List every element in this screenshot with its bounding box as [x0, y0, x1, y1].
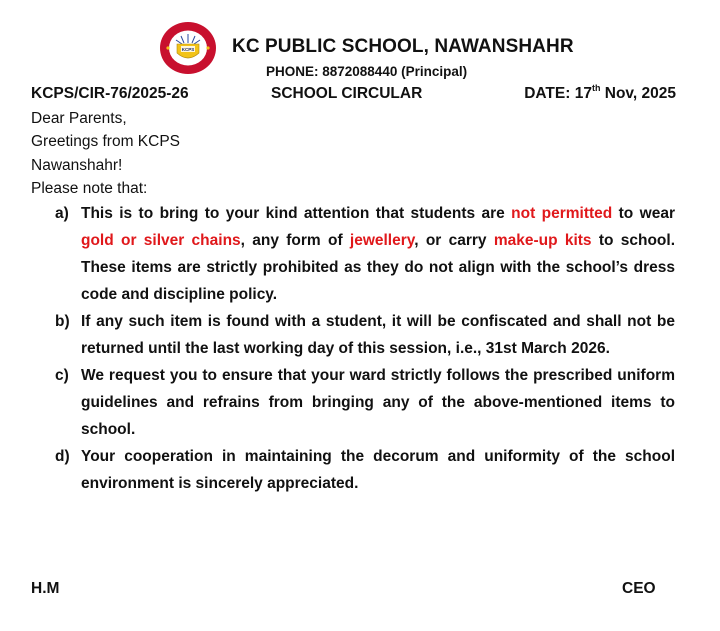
circular-date	[524, 85, 676, 103]
date-prefix: DATE: 17	[524, 85, 592, 102]
circular-point	[55, 200, 675, 308]
circular-point	[55, 308, 675, 362]
point-text: to school. These items are strictly prohibited as they do not align with the school’s dress code and discipline policy.	[81, 232, 675, 303]
salutation-block	[31, 107, 180, 200]
highlighted-text: gold or silver chains	[81, 232, 241, 249]
point-marker: d)	[55, 448, 70, 465]
circular-points-list	[55, 200, 675, 497]
point-text: to wear	[612, 205, 675, 222]
point-text: , any form of	[240, 232, 350, 249]
circular-point	[55, 362, 675, 443]
point-text: If any such item is found with a student, it will be confiscated and shall not be returned until the last working day of this session, i.e., 31st March 2026.	[81, 313, 675, 357]
circular-point	[55, 443, 675, 497]
date-superscript: th	[591, 83, 601, 93]
circular-meta-row	[31, 85, 676, 105]
school-logo	[159, 21, 217, 75]
logo-emblem-text: KCPS	[181, 47, 195, 52]
point-marker: b)	[55, 313, 70, 330]
school-name: KC PUBLIC SCHOOL, NAWANSHAHR	[232, 36, 574, 57]
point-marker: a)	[55, 205, 69, 222]
point-marker: c)	[55, 367, 69, 384]
highlighted-text: not permitted	[511, 205, 613, 222]
circular-title: SCHOOL CIRCULAR	[271, 85, 423, 102]
point-text: We request you to ensure that your ward strictly follows the prescribed uniform guidelines and refrains from bringing any of the above-mentioned items to school.	[81, 367, 675, 438]
point-text: Your cooperation in maintaining the decorum and uniformity of the school environment is sincerely appreciated.	[81, 448, 675, 492]
point-text: , or carry	[414, 232, 494, 249]
school-phone: PHONE: 8872088440 (Principal)	[266, 64, 468, 79]
highlighted-text: jewellery	[349, 232, 415, 249]
salutation-line: Dear Parents,	[31, 110, 127, 127]
salutation-line: Greetings from KCPS	[31, 133, 181, 151]
circular-reference: KCPS/CIR-76/2025-26	[31, 85, 189, 102]
salutation-line: Please note that:	[31, 179, 148, 197]
signature-hm: H.M	[31, 580, 60, 597]
salutation-line: Nawanshahr!	[31, 156, 123, 174]
school-crest-icon	[159, 21, 217, 75]
point-text: This is to bring to your kind attention that students are	[81, 205, 512, 222]
signature-ceo: CEO	[622, 580, 656, 597]
date-suffix: Nov, 2025	[600, 85, 676, 102]
highlighted-text: make-up kits	[493, 232, 592, 249]
